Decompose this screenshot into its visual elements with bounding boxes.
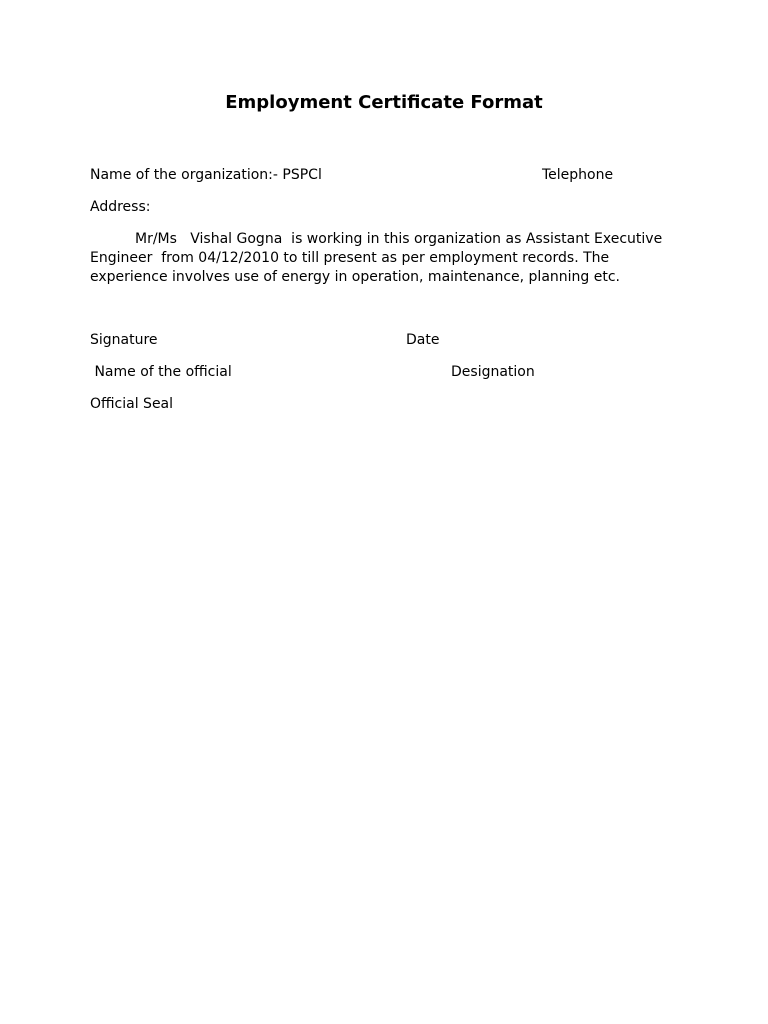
address-label: Address: [90,199,151,215]
official-name-label: Name of the official [90,364,232,380]
document-title: Employment Certificate Format [225,92,543,113]
designation-label: Designation [451,364,535,380]
official-seal-label: Official Seal [90,396,174,412]
telephone-label: Telephone [542,167,614,183]
certificate-body-text: Mr/Ms Vishal Gogna is working in this organization as Assistant Executive Engineer from 04/12/2010 to till present as per employment records. The experience involves use of energy in operation, maintenance, planning etc. [90,231,667,285]
organization-name-line: Name of the organization:- PSPCl [90,167,322,183]
date-label: Date [406,332,440,348]
signature-label: Signature [90,332,158,348]
certificate-body-paragraph [90,230,670,287]
